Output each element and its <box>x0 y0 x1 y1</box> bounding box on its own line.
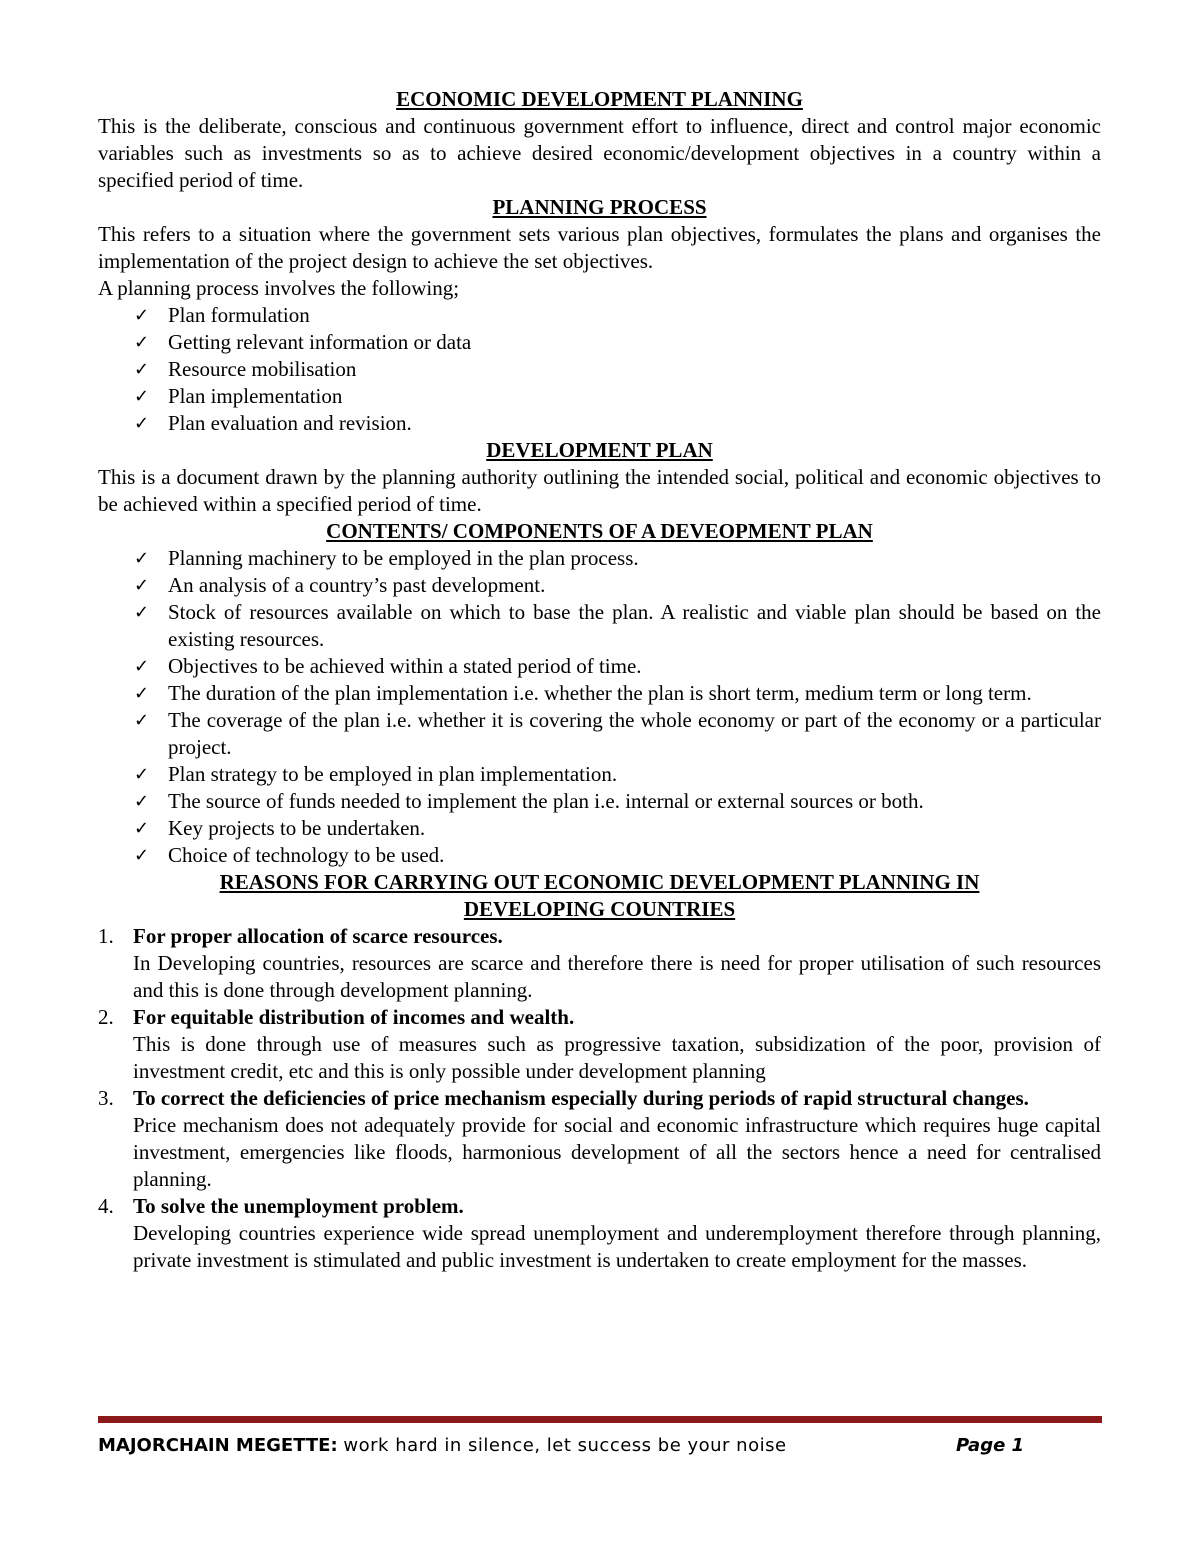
reason-body: Price mechanism does not adequately provide for social and economic infrastructure which requires huge capital investment, emergencies like floods, harmonious development of all the sectors hence a need for centralised planning. <box>133 1113 1101 1191</box>
list-item: ✓ Plan strategy to be employed in plan implementation. <box>134 762 618 786</box>
check-icon: ✓ <box>134 710 150 731</box>
list-item: ✓ Stock of resources available on which to base the plan. A realistic and viable plan should be based on the existing resources. <box>134 600 1101 651</box>
planning-process-intro: A planning process involves the following; <box>98 276 460 300</box>
item-number: 1. <box>98 924 114 948</box>
reason-title: To correct the deficiencies of price mechanism especially during periods of rapid structural changes. <box>133 1086 1029 1110</box>
list-item <box>98 1193 1101 1274</box>
check-icon: ✓ <box>134 791 150 812</box>
list-item: ✓ The duration of the plan implementation i.e. whether the plan is short term, medium term or long term. <box>134 681 1032 705</box>
check-icon: ✓ <box>134 413 150 434</box>
planning-process-list <box>98 302 1101 437</box>
footer-motto: work hard in silence, let success be your noise <box>343 1435 787 1456</box>
development-plan-definition: This is a document drawn by the planning authority outlining the intended social, political and economic objectives to be achieved within a specified period of time. <box>98 465 1101 516</box>
list-item: ✓ The coverage of the plan i.e. whether it is covering the whole economy or part of the economy or a particular project. <box>134 708 1101 759</box>
item-number: 4. <box>98 1194 114 1218</box>
reason-body: This is done through use of measures such as progressive taxation, subsidization of the poor, provision of investment credit, etc and this is only possible under development planning <box>133 1032 1101 1083</box>
check-icon: ✓ <box>134 764 150 785</box>
check-icon: ✓ <box>134 305 150 326</box>
reasons-list <box>98 923 1101 1274</box>
list-item: ✓ Planning machinery to be employed in the plan process. <box>134 546 639 570</box>
reason-title: For equitable distribution of incomes and wealth. <box>133 1005 575 1029</box>
planning-process-definition: This refers to a situation where the government sets various plan objectives, formulates the plans and organises the implementation of the project design to achieve the set objectives. <box>98 222 1101 273</box>
reason-title: To solve the unemployment problem. <box>133 1194 464 1218</box>
list-item <box>98 923 1101 1004</box>
page-number: Page 1 <box>956 1435 1025 1456</box>
check-icon: ✓ <box>134 683 150 704</box>
list-item <box>98 1004 1101 1085</box>
list-item: ✓ Plan formulation <box>134 303 310 327</box>
footer-author: MAJORCHAIN MEGETTE: <box>98 1435 338 1456</box>
heading-reasons-line2: DEVELOPING COUNTRIES <box>463 897 736 921</box>
heading-development-plan: DEVELOPMENT PLAN <box>486 438 713 462</box>
reason-body: In Developing countries, resources are scarce and therefore there is need for proper utilisation of such resources and this is done through development planning. <box>133 951 1101 1002</box>
edp-definition: This is the deliberate, conscious and continuous government effort to influence, direct and control major economic variables such as investments so as to achieve desired economic/development objectives in a country within a specified period of time. <box>98 114 1101 192</box>
list-item: ✓ Key projects to be undertaken. <box>134 816 426 840</box>
footer-divider <box>98 1416 1102 1423</box>
check-icon: ✓ <box>134 818 150 839</box>
check-icon: ✓ <box>134 359 150 380</box>
list-item: ✓ Choice of technology to be used. <box>134 843 445 867</box>
check-icon: ✓ <box>134 845 150 866</box>
check-icon: ✓ <box>134 548 150 569</box>
reason-body: Developing countries experience wide spread unemployment and underemployment therefore through planning, private investment is stimulated and public investment is undertaken to create employment for the masses. <box>133 1221 1101 1272</box>
page-footer <box>98 1432 1102 1460</box>
list-item <box>98 1085 1101 1193</box>
list-item: ✓ Plan implementation <box>134 384 343 408</box>
heading-reasons <box>98 869 1101 923</box>
list-item: ✓ Plan evaluation and revision. <box>134 411 412 435</box>
list-item: ✓ Objectives to be achieved within a stated period of time. <box>134 654 642 678</box>
heading-planning-process: PLANNING PROCESS <box>492 195 707 219</box>
reason-title: For proper allocation of scarce resources. <box>133 924 503 948</box>
check-icon: ✓ <box>134 332 150 353</box>
check-icon: ✓ <box>134 656 150 677</box>
item-number: 3. <box>98 1086 114 1110</box>
contents-list <box>98 545 1101 869</box>
heading-reasons-line1: REASONS FOR CARRYING OUT ECONOMIC DEVELOPMENT PLANNING IN <box>219 870 980 894</box>
check-icon: ✓ <box>134 575 150 596</box>
list-item: ✓ Getting relevant information or data <box>134 330 472 354</box>
check-icon: ✓ <box>134 602 150 623</box>
heading-contents-components: CONTENTS/ COMPONENTS OF A DEVEOPMENT PLAN <box>326 519 873 543</box>
list-item: ✓ The source of funds needed to implement the plan i.e. internal or external sources or both. <box>134 789 924 813</box>
heading-economic-development-planning: ECONOMIC DEVELOPMENT PLANNING <box>396 87 803 111</box>
list-item: ✓ Resource mobilisation <box>134 357 357 381</box>
document-page <box>98 86 1101 1274</box>
check-icon: ✓ <box>134 386 150 407</box>
item-number: 2. <box>98 1005 114 1029</box>
list-item: ✓ An analysis of a country’s past development. <box>134 573 546 597</box>
